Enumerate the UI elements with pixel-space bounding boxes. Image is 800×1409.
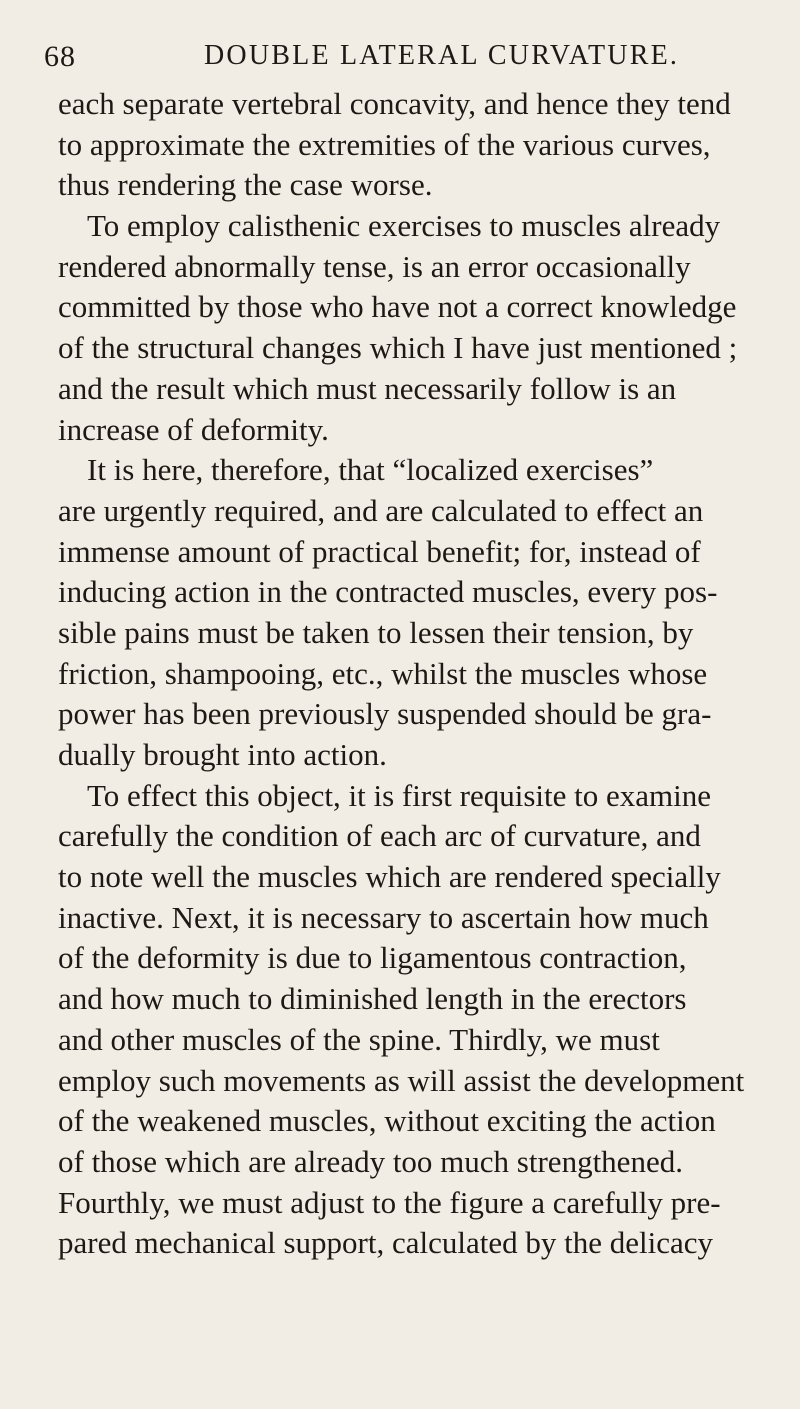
text-line: To employ calisthenic exercises to muscles already <box>87 208 721 244</box>
running-head <box>0 40 800 80</box>
text-line: Fourthly, we must adjust to the figure a carefully pre- <box>58 1184 721 1220</box>
text-line: friction, shampooing, etc., whilst the muscles whose <box>58 655 708 691</box>
text-line: and how much to diminished length in the erectors <box>58 981 687 1017</box>
text-line: to note well the muscles which are rendered specially <box>58 859 721 895</box>
text-line: each separate vertebral concavity, and hence they tend <box>58 86 731 121</box>
text-line: of the deformity is due to ligamentous contraction, <box>58 940 687 976</box>
text-line: power has been previously suspended should be gra- <box>58 696 712 732</box>
text-line: pared mechanical support, calculated by the delicacy <box>58 1225 713 1261</box>
running-title: DOUBLE LATERAL CURVATURE. <box>204 40 680 71</box>
text-line: of those which are already too much strengthened. <box>58 1143 683 1179</box>
text-line: and the result which must necessarily follow is an <box>58 370 677 406</box>
text-line: to approximate the extremities of the various curves, <box>58 126 711 162</box>
text-line: dually brought into action. <box>58 737 387 772</box>
text-line: immense amount of practical benefit; for, instead of <box>58 533 701 569</box>
text-line: employ such movements as will assist the development <box>58 1062 745 1098</box>
text-line: are urgently required, and are calculated to effect an <box>58 492 704 528</box>
text-line: carefully the condition of each arc of curvature, and <box>58 818 701 854</box>
text-line: rendered abnormally tense, is an error occasionally <box>58 248 691 284</box>
text-line: committed by those who have not a correct knowledge <box>58 289 737 325</box>
text-line: increase of deformity. <box>58 411 329 447</box>
text-line: sible pains must be taken to lessen their tension, by <box>58 614 694 650</box>
text-line: of the weakened muscles, without exciting the action <box>58 1103 716 1139</box>
text-line: of the structural changes which I have just mentioned ; <box>58 330 738 366</box>
text-line: and other muscles of the spine. Thirdly, we must <box>58 1021 660 1057</box>
text-line: thus rendering the case worse. <box>58 167 433 203</box>
text-line: It is here, therefore, that “localized exercises” <box>87 452 654 488</box>
body-text <box>58 84 798 1264</box>
text-line: To effect this object, it is first requisite to examine <box>87 777 711 813</box>
page-number: 68 <box>44 40 76 73</box>
text-line: inactive. Next, it is necessary to ascertain how much <box>58 899 709 935</box>
text-line: inducing action in the contracted muscles, every pos- <box>58 574 718 610</box>
